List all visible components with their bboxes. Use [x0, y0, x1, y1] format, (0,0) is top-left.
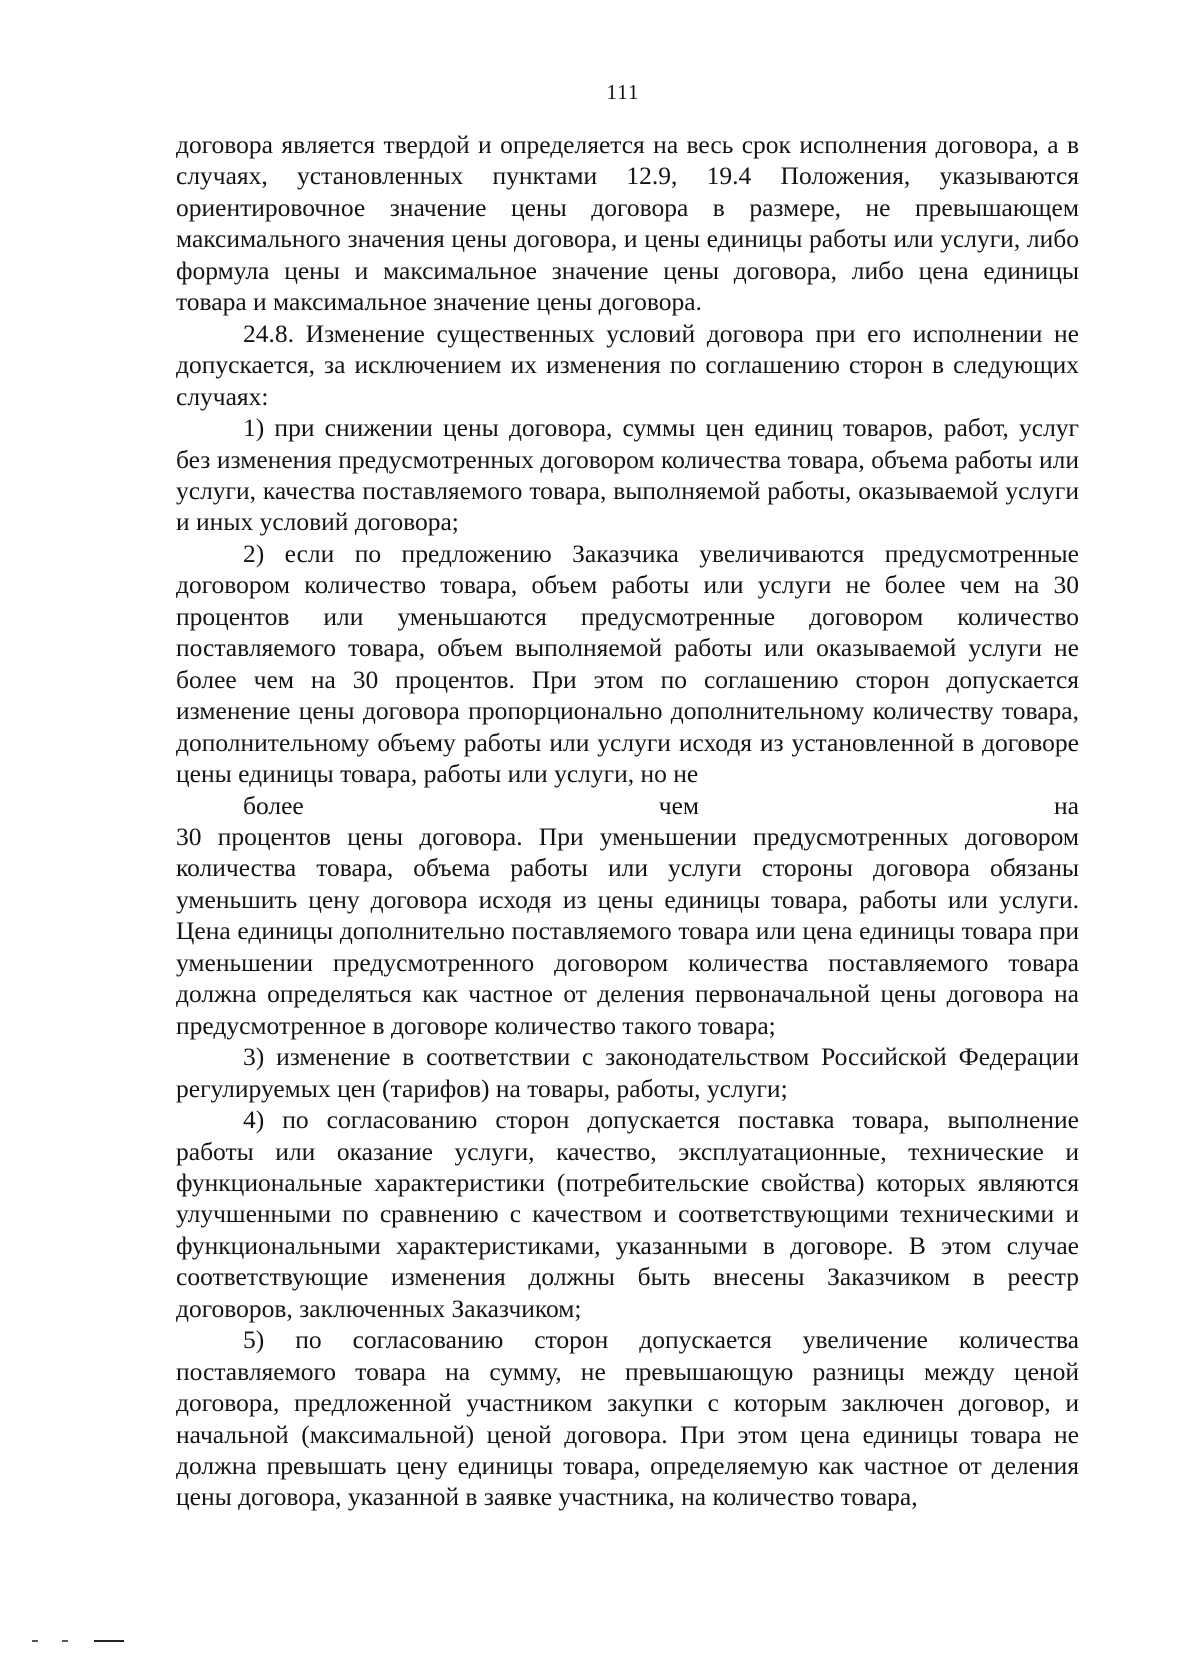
- page-number: 111: [606, 80, 640, 104]
- list-item-4: 4) по согласованию сторон допускается поставка товара, выполнение работы или оказание услуги, качество, эксплуатационные, технические и функциональные характеристики (потребительские свойства) которых являются улучшенными по сравнению с качеством и соответствующими техническими и функциональными характеристиками, указанными в договоре. В этом случае соответствующие изменения должны быть внесены Заказчиком в реестр договоров, заключенных Заказчиком;: [176, 1105, 1079, 1323]
- paragraph-price-continuation: договора является твердой и определяется на весь срок исполнения договора, а в случаях, установленных пунктами 12.9, 19.4 Положения, указываются ориентировочное значение цены договора в размере, не превышающем максимального значения цены договора, и цены единицы работы или услуги, либо формула цены и максимальное значение цены договора, либо цена единицы товара и максимальное значение цены договора.: [176, 130, 1079, 317]
- document-body: [176, 129, 1079, 1513]
- list-item-2: [176, 538, 1079, 1041]
- scan-artifact-mark: [32, 1640, 132, 1643]
- list-item-5: 5) по согласованию сторон допускается увеличение количества поставляемого товара на сумму, не превышающую разницы между ценой договора, предложенной участником закупки с которым заключен договор, и начальной (максимальной) ценой договора. При этом цена единицы товара не должна превышать цену единицы товара, определяемую как частное от деления цены договора, указанной в заявке участника, на количество товара,: [176, 1325, 1079, 1512]
- list-item-2-part-1: 2) если по предложению Заказчика увеличиваются предусмотренные договором количество товара, объем работы или услуги не более чем на 30 процентов или уменьшаются предусмотренные договором количество поставляемого товара, объем выполняемой работы или оказываемой услуги не более чем на 30 процентов. При этом по соглашению сторон допускается изменение цены договора пропорционально дополнительному количеству товара, дополнительному объему работы или услуги исходя из установленной в договоре цены единицы товара, работы или услуги, но не: [176, 538, 1079, 789]
- list-item-3: 3) изменение в соответствии с законодательством Российской Федерации регулируемых цен (тарифов) на товары, работы, услуги;: [176, 1042, 1079, 1103]
- paragraph-24-8: 24.8. Изменение существенных условий договора при его исполнении не допускается, за исключением их изменения по соглашению сторон в следующих случаях:: [176, 318, 1079, 411]
- list-item-2-part-2: более чем на: [243, 790, 1079, 820]
- list-item-2-part-3: 30 процентов цены договора. При уменьшении предусмотренных договором количества товара, объема работы или услуги стороны договора обязаны уменьшить цену договора исходя из цены единицы товара, работы или услуги. Цена единицы дополнительно поставляемого товара или цена единицы товара при уменьшении предусмотренного договором количества поставляемого товара должна определяться как частное от деления первоначальной цены договора на предусмотренное в договоре количество такого товара;: [176, 821, 1079, 1040]
- list-item-1: 1) при снижении цены договора, суммы цен единиц товаров, работ, услуг без изменения предусмотренных договором количества товара, объема работы или услуги, качества поставляемого товара, выполняемой работы, оказываемой услуги и иных условий договора;: [176, 413, 1079, 537]
